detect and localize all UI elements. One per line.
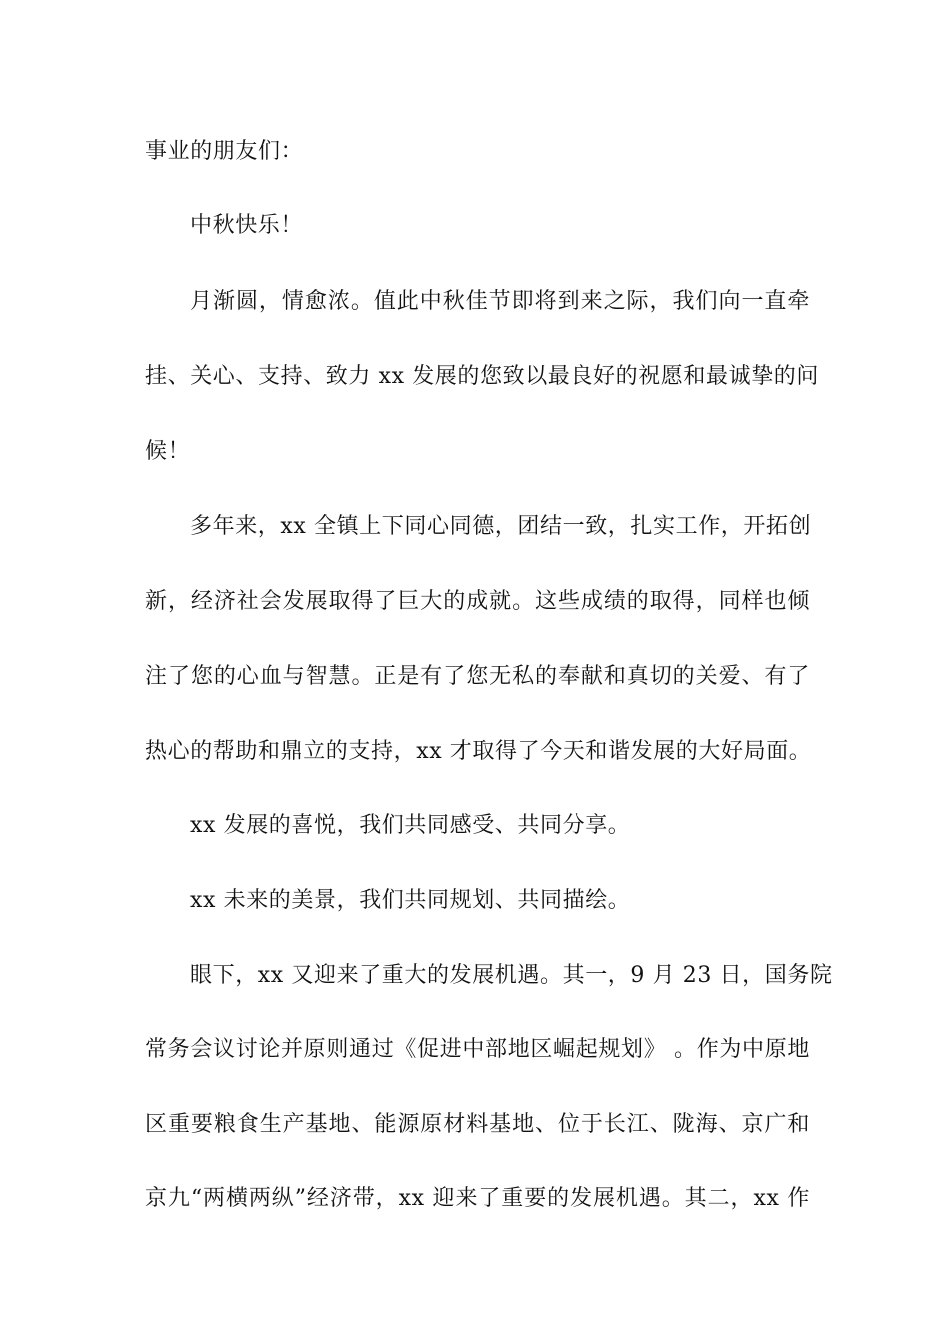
text-line: 常务会议讨论并原则通过《促进中部地区崛起规划》 。作为中原地 <box>145 1037 810 1062</box>
text-line: 新，经济社会发展取得了巨大的成就。这些成绩的取得，同样也倾 <box>145 589 810 614</box>
text-line: 京九“两横两纵”经济带，xx 迎来了重要的发展机遇。其二，xx 作 <box>145 1186 810 1211</box>
text-line: 候！ <box>145 439 191 464</box>
text-line: 月渐圆，情愈浓。值此中秋佳节即将到来之际，我们向一直牵 <box>190 289 810 314</box>
text-line: 中秋快乐！ <box>190 213 304 238</box>
text-line: 挂、关心、支持、致力 xx 发展的您致以最良好的祝愿和最诚挚的问 <box>145 364 820 389</box>
text-line: 注了您的心血与智慧。正是有了您无私的奉献和真切的关爱、有了 <box>145 664 810 689</box>
text-line: 热心的帮助和鼎立的支持，xx 才取得了今天和谐发展的大好局面。 <box>145 739 812 764</box>
text-line: 区重要粮食生产基地、能源原材料基地、位于长江、陇海、京广和 <box>145 1112 810 1137</box>
text-line: 事业的朋友们： <box>145 139 304 164</box>
text-line: xx 未来的美景，我们共同规划、共同描绘。 <box>190 888 631 913</box>
text-line: xx 发展的喜悦，我们共同感受、共同分享。 <box>190 813 631 838</box>
text-line: 眼下，xx 又迎来了重大的发展机遇。其一，9 月 23 日，国务院 <box>190 963 833 988</box>
text-line: 多年来，xx 全镇上下同心同德，团结一致，扎实工作，开拓创 <box>190 514 812 539</box>
